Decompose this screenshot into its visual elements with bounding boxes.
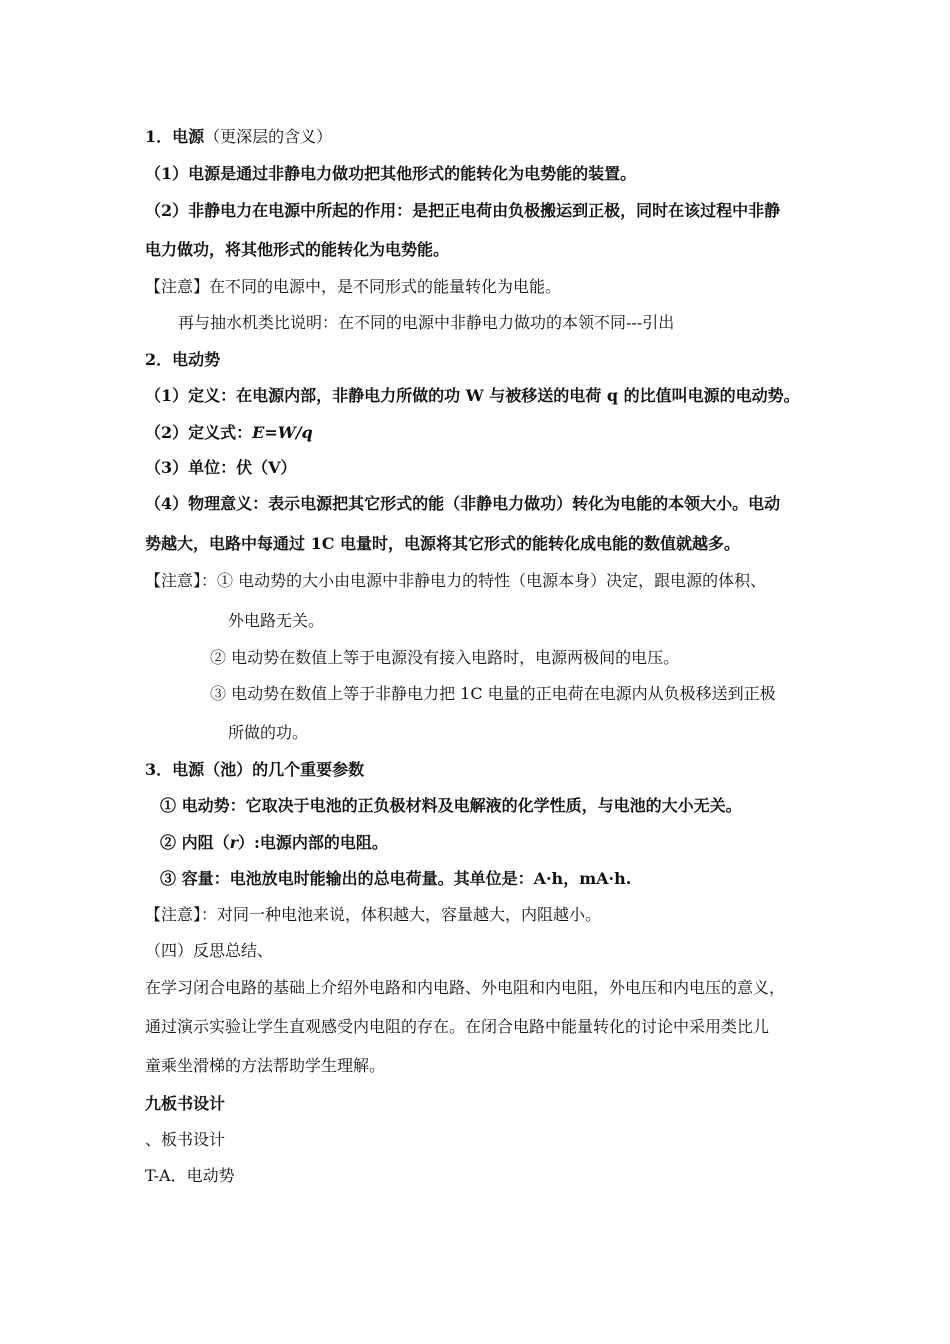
section-4-heading: （四）反思总结、 xyxy=(145,941,274,960)
section-1-point-1: （1）电源是通过非静电力做功把其他形式的能转化为电势能的装置。 xyxy=(145,164,637,183)
section-2-unit: （3）单位：伏（V） xyxy=(145,458,297,477)
section-3-param-1: ① 电动势：它取决于电池的正负极材料及电解液的化学性质，与电池的大小无关。 xyxy=(160,796,742,815)
note-text: ：对同一种电池来说，体积越大，容量越大，内阻越小。 xyxy=(201,905,602,924)
formula-label: （2）定义式： xyxy=(145,423,253,442)
section-4-paragraph-line-2: 通过演示实验让学生直观感受内电阻的存在。在闭合电路中能量转化的讨论中采用类比儿 xyxy=(145,1017,770,1036)
section-5-heading: 九板书设计 xyxy=(145,1094,226,1113)
section-1-title: 电源 xyxy=(172,127,205,146)
section-2-note-2: ② 电动势在数值上等于电源没有接入电路时，电源两极间的电压。 xyxy=(210,648,680,667)
section-5-item: T-A．电动势 xyxy=(145,1166,235,1185)
note-label: 【注意】 xyxy=(145,277,210,296)
section-2-note-1 xyxy=(145,571,766,591)
section-1-note xyxy=(145,277,561,297)
section-4-paragraph-line-1: 在学习闭合电路的基础上介绍外电路和内电路、外电阻和内电阻，外电压和内电压的意义， xyxy=(145,978,786,997)
note-1-text: ：① 电动势的大小由电源中非静电力的特性（电源本身）决定，跟电源的体积、 xyxy=(201,571,767,590)
section-1-point-2-line-2: 电力做功，将其他形式的能转化为电势能。 xyxy=(145,240,450,259)
section-5-subheading: 、板书设计 xyxy=(145,1130,226,1149)
section-4-paragraph-line-3: 童乘坐滑梯的方法帮助学生理解。 xyxy=(145,1056,386,1075)
section-3-param-2 xyxy=(160,833,388,853)
section-2-note-3-line-2: 所做的功。 xyxy=(228,723,309,742)
section-2-definition: （1）定义：在电源内部，非静电力所做的功 W 与被移送的电荷 q 的比值叫电源的电动势。 xyxy=(145,386,800,405)
note-label: 【注意】 xyxy=(145,905,202,924)
note-label: 【注意】 xyxy=(145,571,202,590)
param-2-suffix: ）:电源内部的电阻。 xyxy=(238,833,388,852)
section-1-analogy: 再与抽水机类比说明：在不同的电源中非静电力做功的本领不同---引出 xyxy=(178,313,675,332)
section-1-title-note: （更深层的含义） xyxy=(204,127,333,146)
formula-expression: E=W/q xyxy=(252,423,313,442)
section-1-point-2-line-1: （2）非静电力在电源中所起的作用：是把正电荷由负极搬运到正极，同时在该过程中非静 xyxy=(145,201,781,220)
section-2-meaning-line-1: （4）物理意义：表示电源把其它形式的能（非静电力做功）转化为电能的本领大小。电动 xyxy=(145,494,781,513)
section-2-note-1-line-2: 外电路无关。 xyxy=(228,611,325,630)
section-2-note-3-line-1: ③ 电动势在数值上等于非静电力把 1C 电量的正电荷在电源内从负极移送到正极 xyxy=(210,684,776,703)
section-3-title: 3．电源（池）的几个重要参数 xyxy=(145,760,365,779)
section-3-note xyxy=(145,905,601,925)
section-2-meaning-line-2: 势越大，电路中每通过 1C 电量时，电源将其它形式的能转化成电能的数值就越多。 xyxy=(145,534,741,553)
param-2-prefix: ② 内阻（ xyxy=(160,833,230,852)
section-3-param-3: ③ 容量：电池放电时能输出的总电荷量。其单位是：A·h，mA·h. xyxy=(160,869,632,888)
section-1-heading xyxy=(145,127,332,147)
note-text: 在不同的电源中，是不同形式的能量转化为电能。 xyxy=(209,277,562,296)
section-2-title: 2．电动势 xyxy=(145,350,221,369)
section-1-number: 1． xyxy=(145,127,173,146)
param-2-symbol: r xyxy=(229,833,239,852)
section-2-formula xyxy=(145,423,313,443)
